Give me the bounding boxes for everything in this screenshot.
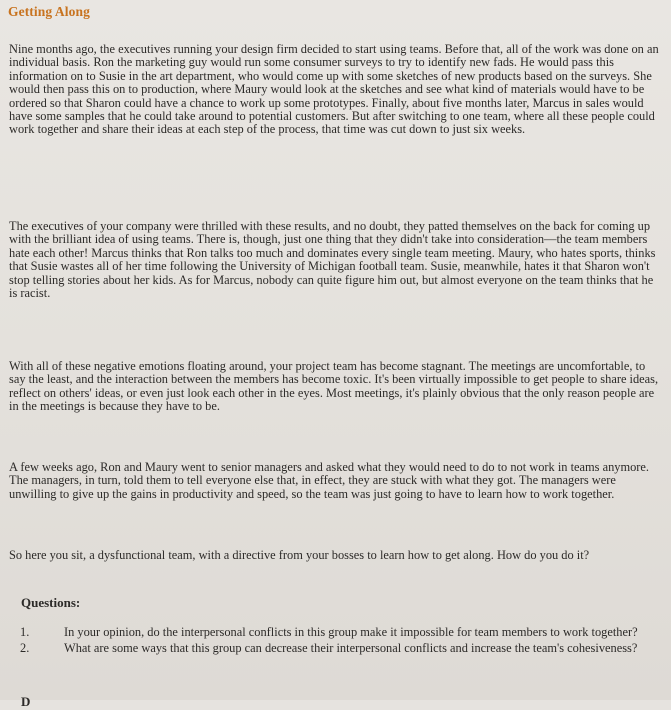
cut-off-text: D [21, 694, 31, 709]
paragraph-1: Nine months ago, the executives running your design firm decided to start using teams. Before that, all of the work was done on an individual basis. Ron the marketing guy would run some consumer surveys to try to identify new fads. He would pass this information on to Susie in the art department, who would come up with some sketches of new products based on the surveys. She would then pass this on to production, where Maury would look at the sketches and see what kind of materials would have to be ordered so that Sharon could have a chance to work up some prototypes. Finally, about five months later, Marcus in sales would have some samples that he could take around to potential customers. But after switching to one team, where all these people could work together and share their ideas at each step of the process, that time was cut down to just six weeks. [9, 42, 659, 137]
questions-heading: Questions: [21, 595, 81, 610]
questions-list [20, 625, 642, 656]
document-title: Getting Along [8, 4, 90, 19]
question-text: What are some ways that this group can decrease their interpersonal conflicts and increase the team's cohesiveness? [64, 641, 638, 656]
paragraph-5: So here you sit, a dysfunctional team, with a directive from your bosses to learn how to get along. How do you do it? [9, 548, 590, 562]
paragraph-2: The executives of your company were thrilled with these results, and no doubt, they patted themselves on the back for coming up with the brilliant idea of using teams. There is, though, just one thing that they didn't take into consideration—the team members hate each other! Marcus thinks that Ron talks too much and dominates every single team meeting. Maury, who hates sports, thinks that Susie wastes all of her time following the University of Michigan football team. Susie, meanwhile, hates it that Sharon won't stop telling stories about her kids. As for Marcus, nobody can quite figure him out, but almost everyone on the team thinks that he is racist. [9, 219, 656, 301]
question-number: 2. [20, 641, 30, 656]
paragraph-4: A few weeks ago, Ron and Maury went to senior managers and asked what they would need to do to not work in teams anymore. The managers, in turn, told them to tell everyone else that, in effect, they are stuck with what they got. The managers were unwilling to give up the gains in productivity and speed, so the team was just going to have to learn how to work together. [9, 460, 650, 501]
question-text: In your opinion, do the interpersonal conflicts in this group make it impossible for team members to work together? [64, 625, 638, 639]
question-number: 1. [20, 625, 30, 639]
paragraph-3: With all of these negative emotions floating around, your project team has become stagnant. The meetings are uncomfortable, to say the least, and the interaction between the members has become toxic. It's been virtually impossible to get people to share ideas, reflect on others' ideas, or even just look each other in the eyes. Most meetings, it's plainly obvious that the only reason people are in the meetings is because they have to be. [9, 359, 659, 414]
question-item-2 [20, 641, 642, 656]
question-item-1 [20, 625, 642, 639]
